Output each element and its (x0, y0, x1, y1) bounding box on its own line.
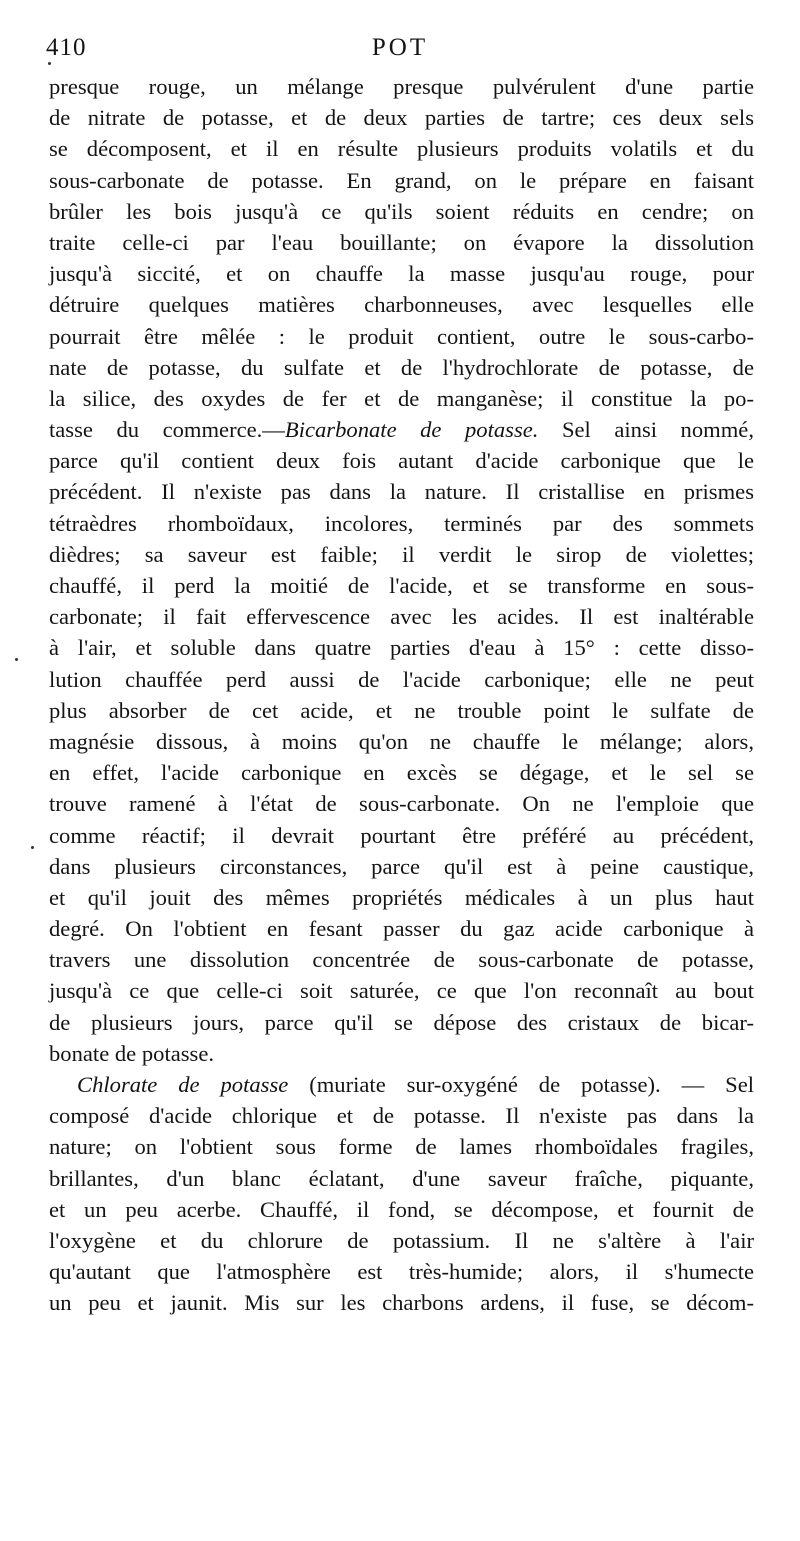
text-line: dièdres; sa saveur est faible; il verdit le sirop de violettes; (49, 541, 754, 567)
text-line (49, 1069, 754, 1100)
text-line: chauffé, il perd la moitié de l'acide, et se transforme en sous- (49, 573, 754, 598)
text-line: jusqu'à ce que celle-ci soit saturée, ce que l'on reconnaît au bout (49, 978, 754, 1004)
text-line: magnésie dissous, à moins qu'on ne chauffe le mélange; alors, (49, 728, 754, 754)
page-number: 410 (46, 34, 87, 61)
text-line: qu'autant que l'atmosphère est très-humide; alors, il s'humecte (49, 1259, 754, 1285)
text-line: comme réactif; il devrait pourtant être préféré au précédent, (49, 822, 754, 848)
page-header (46, 30, 754, 70)
text-line: plus absorber de cet acide, et ne trouble point le sulfate de (49, 697, 754, 723)
text-segment: Sel ainsi nommé, (538, 417, 754, 443)
text-line: un peu et jaunit. Mis sur les charbons ardens, il fuse, se décom- (49, 1290, 754, 1316)
text-line: dans plusieurs circonstances, parce qu'il est à peine caustique, (49, 853, 754, 879)
ink-speck (15, 658, 18, 661)
text-line: carbonate; il fait effervescence avec les acides. Il est inaltérable (49, 604, 754, 630)
ink-speck (48, 62, 51, 65)
text-line: détruire quelques matières charbonneuses, avec lesquelles elle (49, 292, 754, 318)
text-line: et qu'il jouit des mêmes propriétés médicales à un plus haut (49, 884, 754, 910)
italic-term: Chlorate de potasse (77, 1072, 289, 1097)
text-line: bonate de potasse. (49, 1040, 215, 1066)
text-line: composé d'acide chlorique et de potasse. Il n'existe pas dans la (49, 1103, 754, 1129)
text-line: de plusieurs jours, parce qu'il se dépose des cristaux de bicar- (49, 1009, 754, 1035)
text-line: degré. On l'obtient en fesant passer du gaz acide carbonique à (49, 916, 754, 942)
text-line: brûler les bois jusqu'à ce qu'ils soient réduits en cendre; on (49, 198, 754, 224)
text-line: jusqu'à siccité, et on chauffe la masse jusqu'au rouge, pour (49, 261, 754, 287)
running-head: POT (371, 34, 429, 61)
italic-term: Bicarbonate de potasse. (284, 417, 539, 443)
text-line (49, 414, 754, 445)
text-line: précédent. Il n'existe pas dans la nature. Il cristallise en prismes (49, 479, 754, 505)
body-text (49, 71, 754, 1319)
text-line: nature; on l'obtient sous forme de lames rhomboïdales fragiles, (49, 1134, 754, 1160)
text-line: la silice, des oxydes de fer et de manganèse; il constitue la po- (49, 385, 754, 411)
text-line: lution chauffée perd aussi de l'acide carbonique; elle ne peut (49, 666, 754, 692)
text-line: en effet, l'acide carbonique en excès se dégage, et le sel se (49, 760, 754, 786)
text-line: de nitrate de potasse, et de deux parties de tartre; ces deux sels (49, 105, 754, 131)
text-segment: tasse du commerce.— (49, 417, 285, 443)
text-line: l'oxygène et du chlorure de potassium. Il ne s'altère à l'air (49, 1227, 754, 1253)
text-segment: (muriate sur-oxygéné de potasse). — Sel (288, 1072, 754, 1097)
text-line: parce qu'il contient deux fois autant d'acide carbonique que le (49, 448, 754, 474)
text-line: tétraèdres rhomboïdaux, incolores, terminés par des sommets (49, 510, 754, 536)
text-line: nate de potasse, du sulfate et de l'hydrochlorate de potasse, de (49, 354, 754, 380)
text-line: sous-carbonate de potasse. En grand, on le prépare en faisant (49, 167, 754, 193)
text-line: presque rouge, un mélange presque pulvérulent d'une partie (49, 74, 754, 99)
text-line: et un peu acerbe. Chauffé, il fond, se décompose, et fournit de (49, 1196, 754, 1222)
text-line: se décomposent, et il en résulte plusieurs produits volatils et du (49, 136, 754, 162)
text-line: brillantes, d'un blanc éclatant, d'une saveur fraîche, piquante, (49, 1165, 754, 1191)
ink-speck (31, 846, 34, 849)
text-line: travers une dissolution concentrée de sous-carbonate de potasse, (49, 947, 754, 973)
text-line: à l'air, et soluble dans quatre parties d'eau à 15° : cette disso- (49, 635, 754, 661)
text-line: pourrait être mêlée : le produit contient, outre le sous-carbo- (49, 323, 754, 349)
text-line: traite celle-ci par l'eau bouillante; on évapore la dissolution (49, 229, 754, 255)
text-line: trouve ramené à l'état de sous-carbonate. On ne l'emploie que (49, 791, 754, 817)
